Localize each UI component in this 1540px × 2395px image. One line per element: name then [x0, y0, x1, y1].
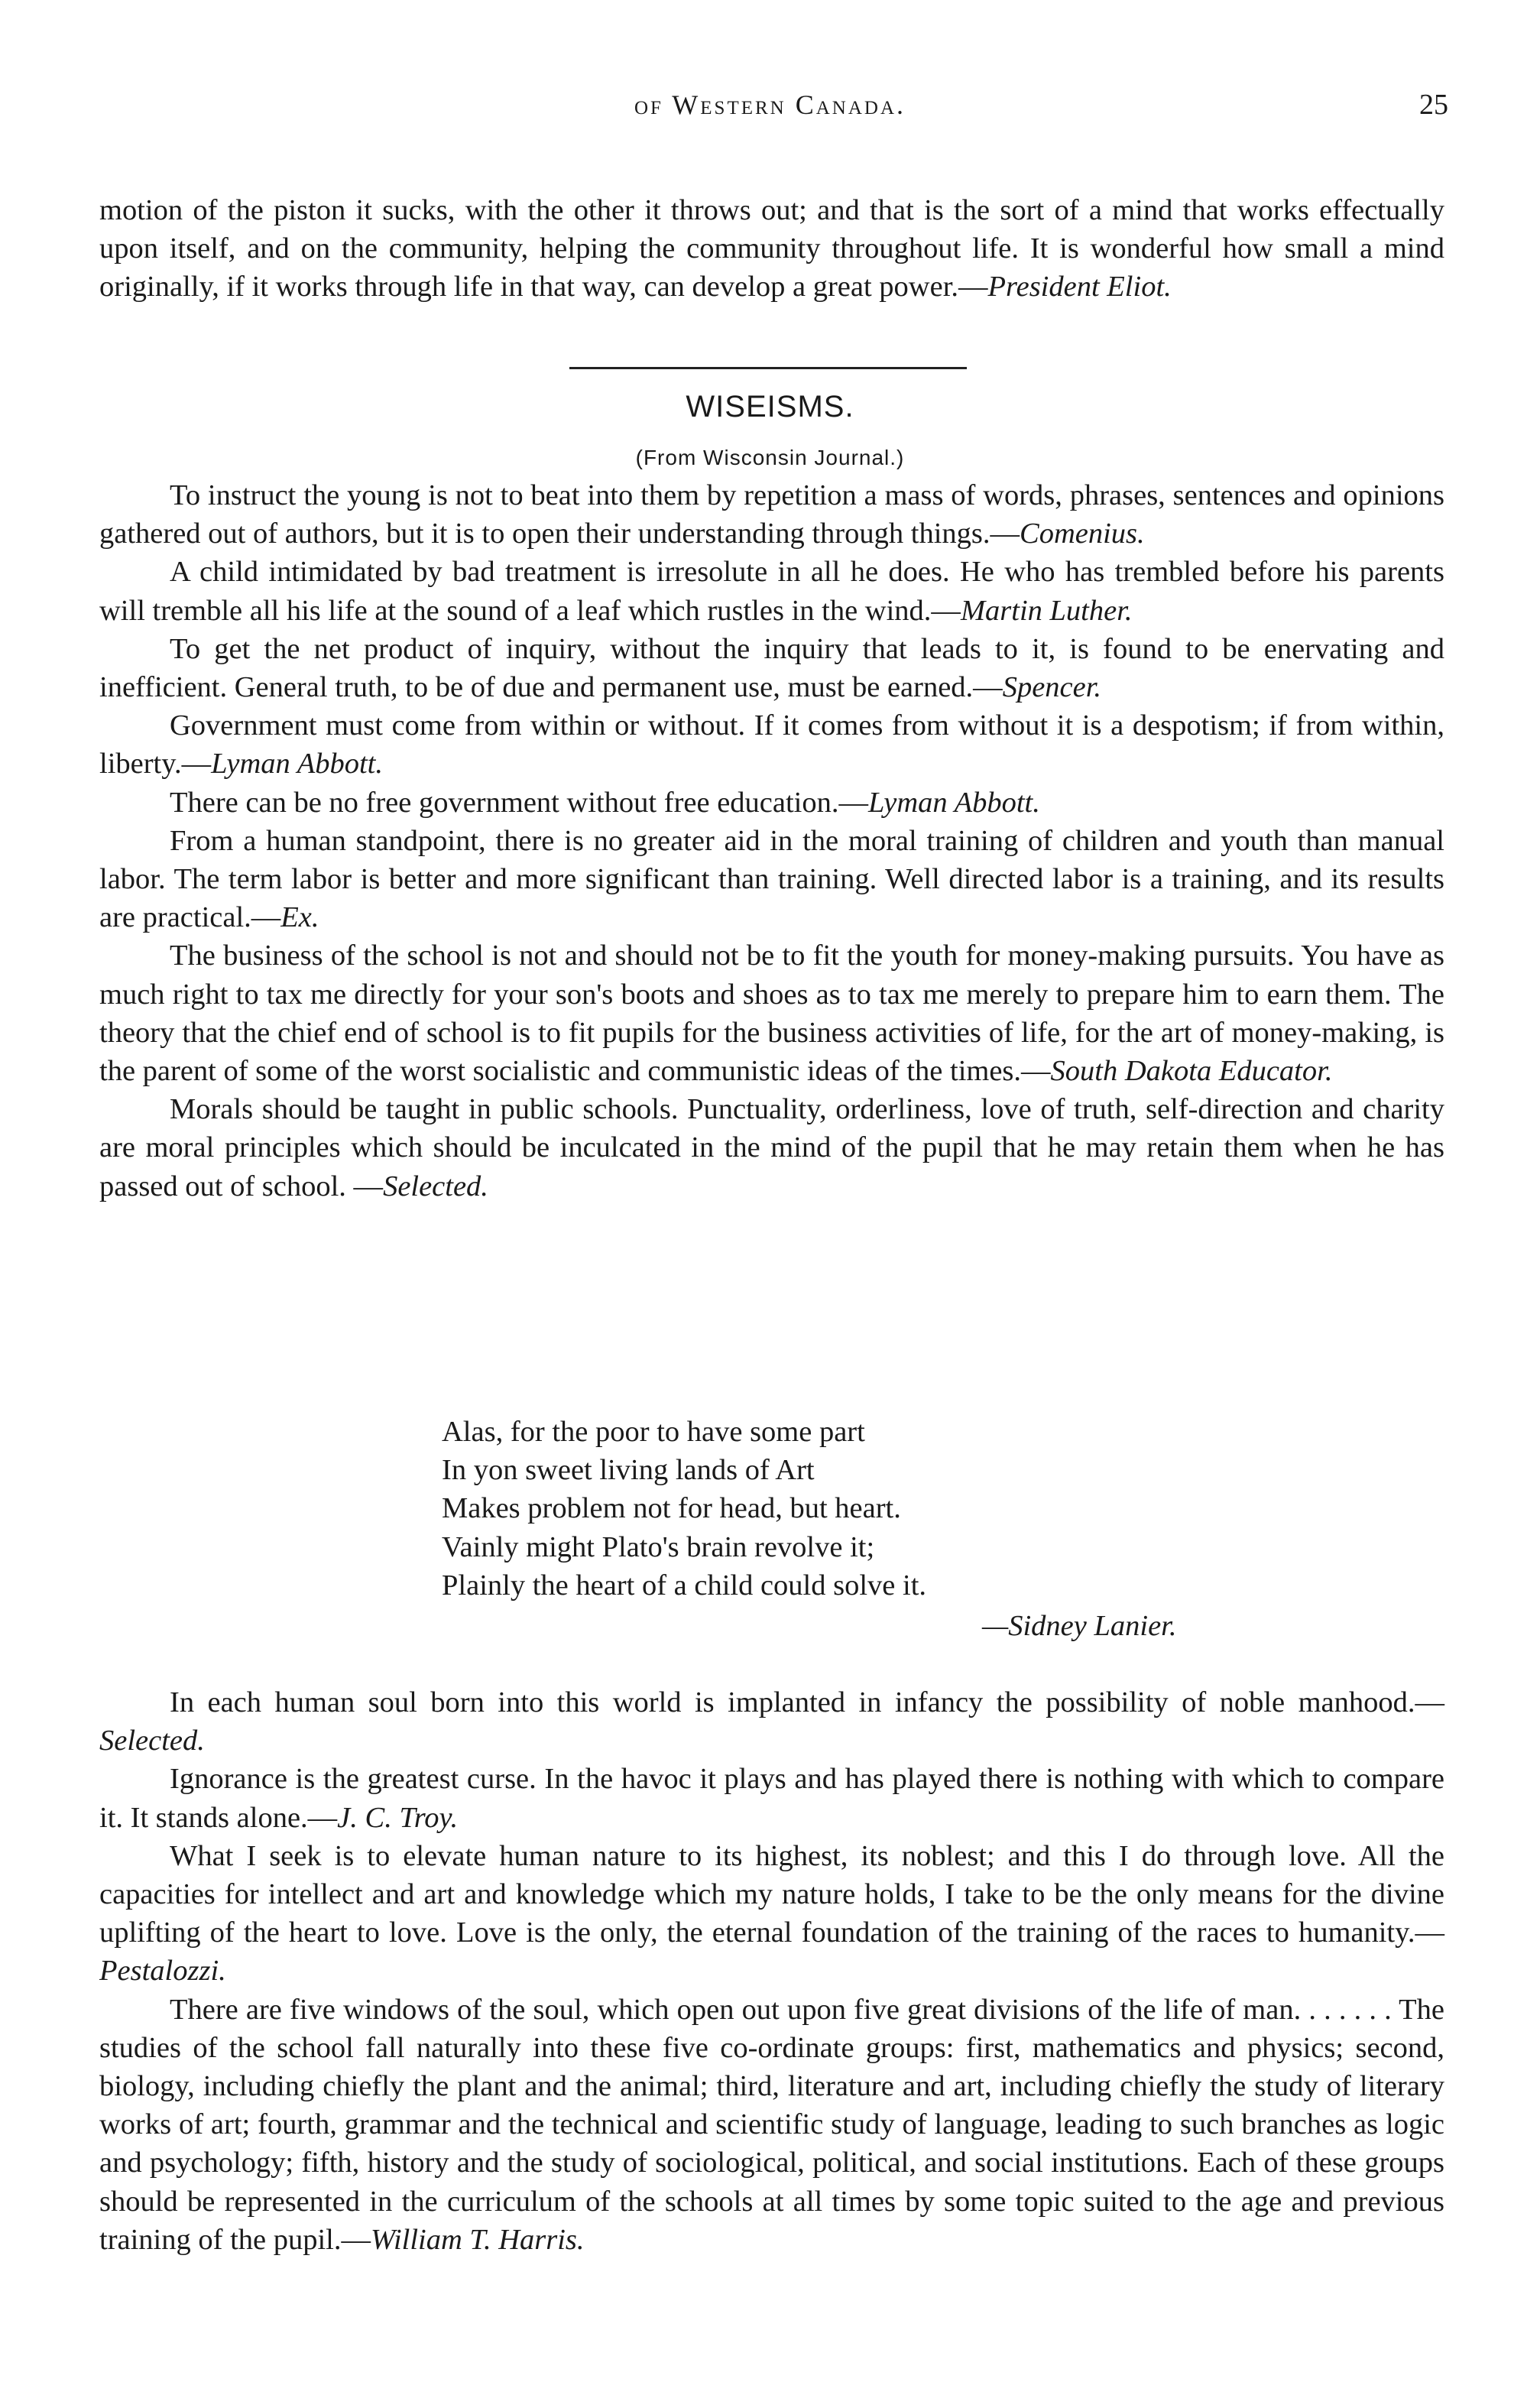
quote-text: To get the net product of inquiry, without the inquiry that leads to it, is found to be enervating and inefficient. General truth, to be of due and permanent use, must be earned.— [99, 632, 1444, 704]
intro-attribution: President Eliot. [987, 271, 1172, 303]
page-number: 25 [1419, 89, 1448, 121]
quote-text: In each human soul born into this world is implanted in infancy the possibility of noble manhood.— [170, 1686, 1444, 1718]
quote-attribution: Selected. [99, 1725, 205, 1757]
quote-paragraph [99, 784, 1444, 822]
poem-line: Makes problem not for head, but heart. [442, 1492, 901, 1525]
poem-line: In yon sweet living lands of Art [442, 1454, 815, 1487]
quote-text: From a human standpoint, there is no greater aid in the moral training of children and youth than manual labor. The term labor is better and more significant than training. Well directed labor is a training, and its results are practical.— [99, 824, 1444, 934]
quote-attribution: South Dakota Educator. [1050, 1055, 1333, 1088]
quote-paragraph [99, 553, 1444, 629]
quote-paragraph [99, 706, 1444, 783]
poem-line: Alas, for the poor to have some part [442, 1416, 865, 1448]
quote-paragraph [99, 1837, 1444, 1991]
quote-attribution: William T. Harris. [371, 2223, 585, 2256]
poem-line: Vainly might Plato's brain revolve it; [442, 1530, 875, 1563]
quote-attribution: Ex. [280, 901, 319, 934]
quote-attribution: Martin Luther. [960, 594, 1133, 627]
running-title: of Western Canada. [634, 89, 906, 120]
quote-paragraph [99, 476, 1444, 553]
quote-text: The business of the school is not and should not be to fit the youth for money-making pursuits. You have as much right to tax me directly for your son's boots and shoes as to tax me merely to prepare him to earn them. The theory that the chief end of school is to fit pupils for the business activities of life, for the art of money-making, is the parent of some of the worst socialistic and communistic ideas of the times.— [99, 940, 1444, 1088]
intro-paragraph [99, 191, 1444, 307]
quote-attribution: Spencer. [1002, 671, 1102, 704]
quote-paragraph [99, 1090, 1444, 1206]
section-title: WISEISMS. [686, 390, 854, 424]
quote-text: A child intimidated by bad treatment is irresolute in all he does. He who has trembled before his parents will tremble all his life at the sound of a leaf which rustles in the wind.— [99, 556, 1444, 627]
intro-text: motion of the piston it sucks, with the other it throws out; and that is the sort of a mind that works effectually upon itself, and on the community, helping the community throughout life. It is wonderful how small a mind originally, if it works through life in that way, can develop a great power.— [99, 194, 1444, 303]
quote-paragraph [99, 1760, 1444, 1836]
quote-paragraph [99, 936, 1444, 1090]
poem [442, 1413, 1282, 1605]
quote-paragraph [99, 1683, 1444, 1760]
quote-attribution: Selected. [383, 1170, 488, 1202]
quote-text: What I seek is to elevate human nature to its highest, its noblest; and this I do through love. All the capacities for intellect and art and knowledge which my nature holds, I take to be the only means for the divine uplifting of the heart to love. Love is the only, the eternal foundation of the training of the races to humanity.— [99, 1839, 1444, 1949]
quote-paragraph [99, 822, 1444, 937]
poem-line: Plainly the heart of a child could solve it. [442, 1569, 927, 1602]
quote-attribution: Lyman Abbott. [211, 748, 383, 780]
quote-attribution: J. C. Troy. [337, 1801, 459, 1834]
quote-text: Government must come from within or without. If it comes from without it is a despotism; if from within, liberty.— [99, 709, 1444, 780]
section-divider [569, 367, 967, 369]
section-source: (From Wisconsin Journal.) [635, 446, 905, 469]
quotes-list-continued [99, 1683, 1444, 2259]
quotes-list [99, 476, 1444, 1206]
quote-paragraph [99, 1991, 1444, 2259]
quote-attribution: Comenius. [1020, 518, 1145, 550]
quote-text: To instruct the young is not to beat into them by repetition a mass of words, phrases, sentences and opinions gathered out of authors, but it is to open their understanding through things.— [99, 479, 1444, 550]
quote-text: There can be no free government without free education.— [170, 786, 868, 819]
quote-text: Morals should be taught in public schools. Punctuality, orderliness, love of truth, self-direction and charity are moral principles which should be inculcated in the mind of the pupil that he may retain them when he has passed out of school. — [99, 1093, 1444, 1202]
poem-attribution: —Sidney Lanier. [982, 1610, 1177, 1642]
quote-attribution: Pestalozzi. [99, 1955, 226, 1988]
quote-attribution: Lyman Abbott. [867, 786, 1040, 819]
quote-text: There are five windows of the soul, which open out upon five great divisions of the life of man. . . . . . . The studies of the school fall naturally into these five co-ordinate groups: first, mathematics and physics; second, biology, including chiefly the plant and the animal; third, literature and art, including chiefly the study of literary works of art; fourth, grammar and the technical and scientific study of language, leading to such branches as logic and psychology; fifth, history and the study of sociological, political, and social institutions. Each of these groups should be represented in the curriculum of the schools at all times by some topic suited to the age and previous training of the pupil.— [99, 1993, 1444, 2256]
quote-text: Ignorance is the greatest curse. In the havoc it plays and has played there is nothing with which to compare it. It stands alone.— [99, 1763, 1444, 1834]
quote-paragraph [99, 630, 1444, 706]
running-header [0, 86, 1540, 131]
